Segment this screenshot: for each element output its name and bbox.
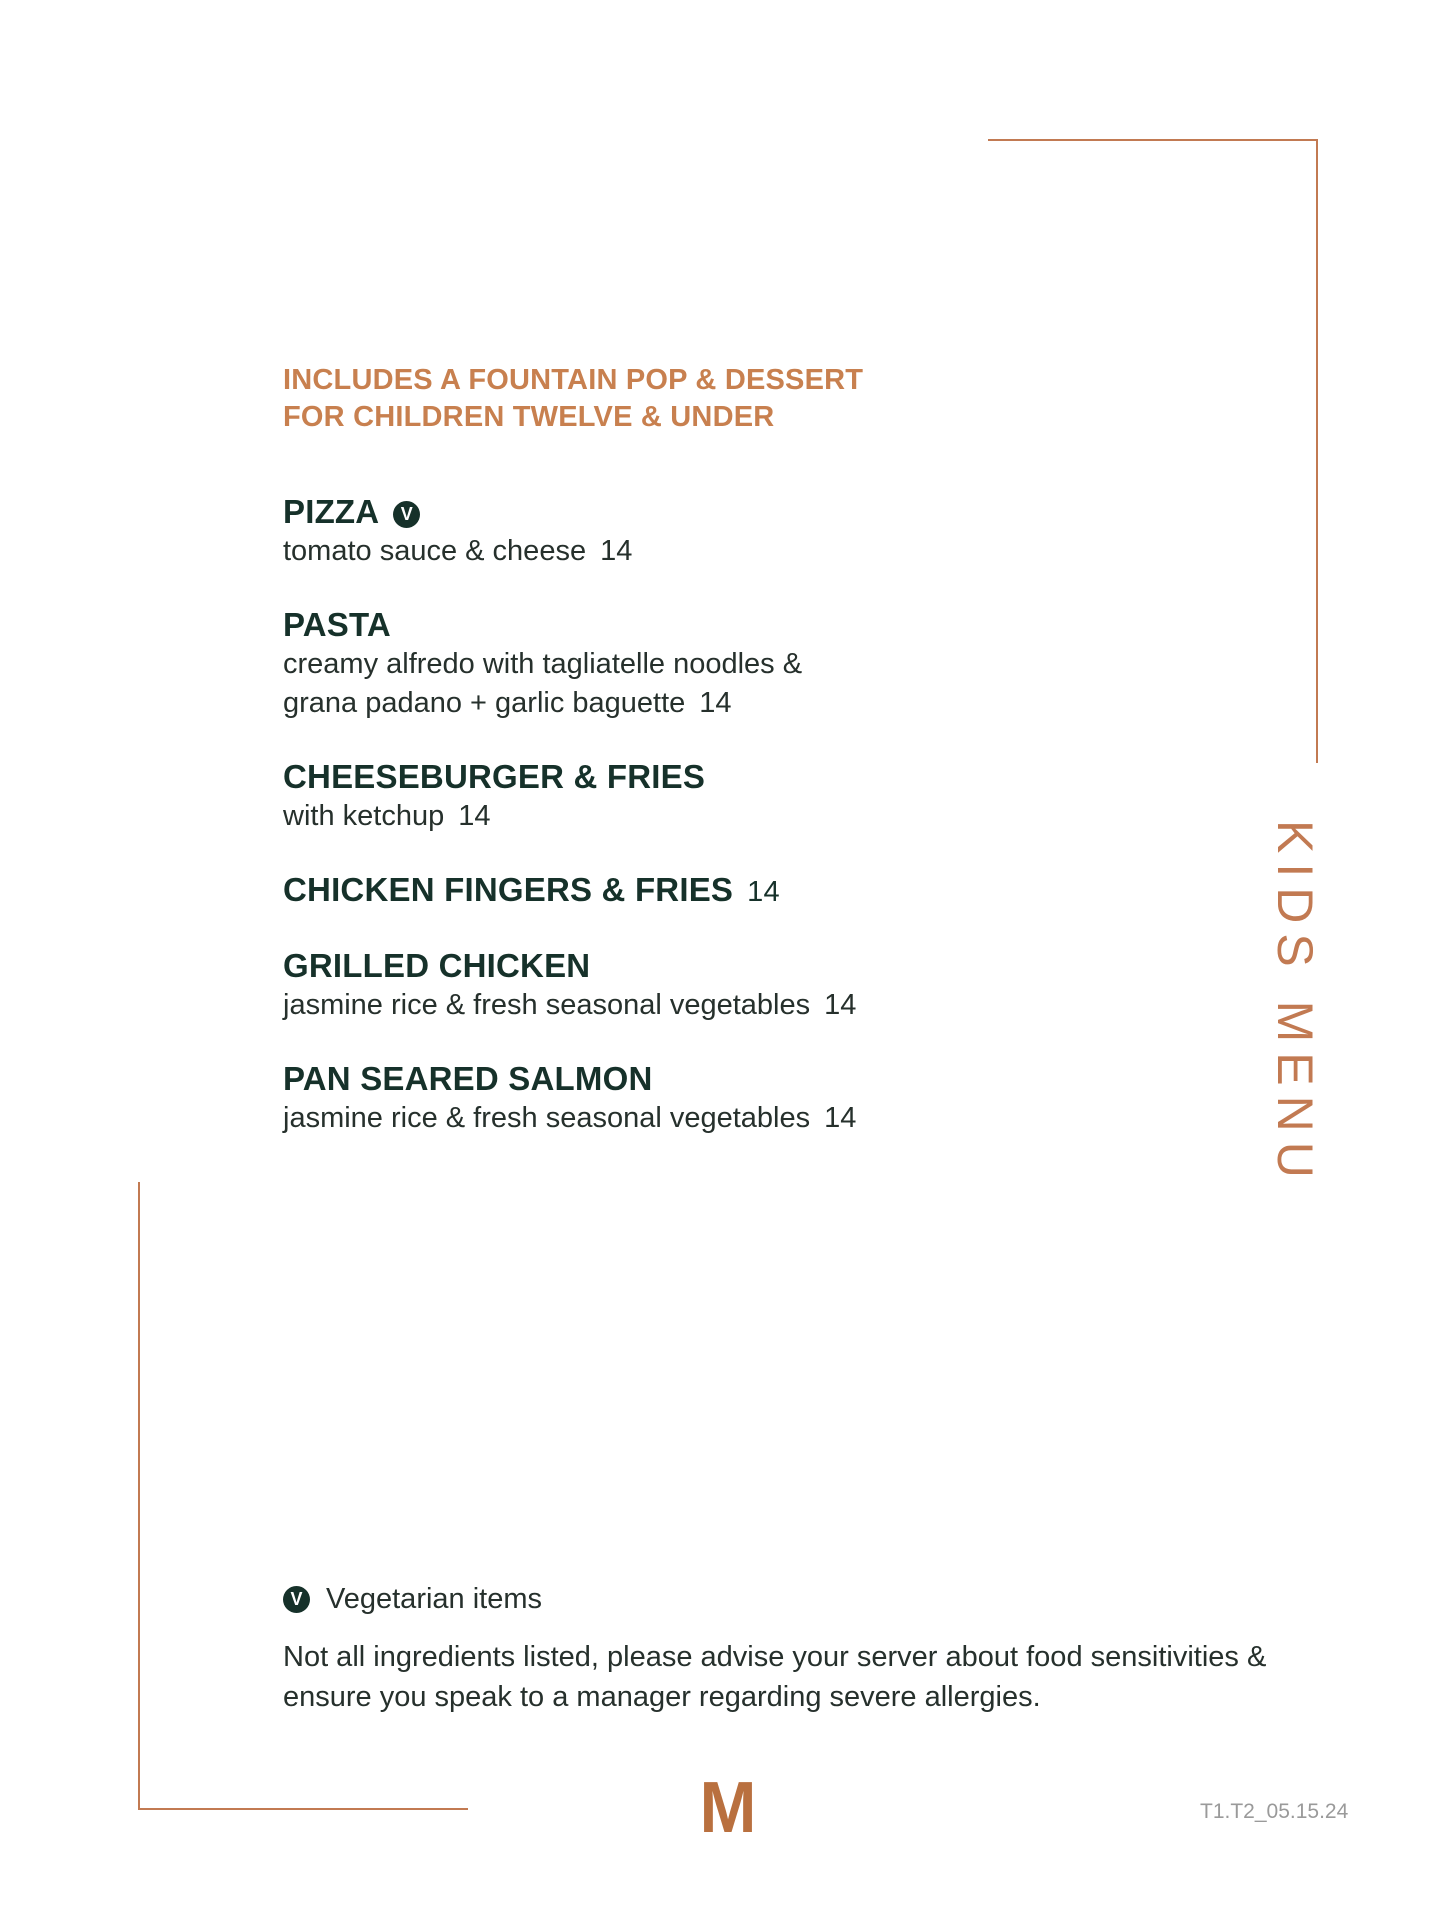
menu-items bbox=[283, 492, 983, 1172]
vegetarian-icon: V bbox=[393, 501, 420, 528]
item-price: 14 bbox=[824, 1102, 857, 1134]
vegetarian-legend bbox=[283, 1583, 542, 1616]
item-price: 14 bbox=[458, 800, 491, 832]
item-name: PIZZA bbox=[283, 493, 380, 530]
frame-line-top bbox=[988, 139, 1318, 141]
item-name: PASTA bbox=[283, 606, 391, 643]
item-price: 14 bbox=[600, 535, 633, 567]
menu-item-grilled-chicken bbox=[283, 946, 983, 1025]
menu-subtitle bbox=[283, 362, 863, 436]
item-name: CHEESEBURGER & FRIES bbox=[283, 758, 706, 795]
brand-logo: M bbox=[699, 1768, 757, 1848]
kids-menu-title: KIDS MENU bbox=[1267, 820, 1323, 1188]
menu-item-pasta bbox=[283, 605, 983, 723]
item-description: tomato sauce & cheese bbox=[283, 535, 587, 567]
menu-item-cheeseburger bbox=[283, 757, 983, 836]
item-price: 14 bbox=[699, 687, 732, 719]
allergy-note: Not all ingredients listed, please advise your server about food sensitivities & ensure you speak to a manager regarding severe allergies. bbox=[283, 1641, 1267, 1713]
item-description: jasmine rice & fresh seasonal vegetables bbox=[283, 1102, 811, 1134]
menu-item-chicken-fingers bbox=[283, 870, 983, 912]
frame-line-left bbox=[138, 1182, 140, 1810]
item-price: 14 bbox=[747, 876, 780, 908]
menu-item-pizza bbox=[283, 492, 983, 571]
frame-line-right bbox=[1316, 139, 1318, 763]
subtitle-line-1: INCLUDES A FOUNTAIN POP & DESSERT bbox=[283, 364, 864, 396]
item-description: with ketchup bbox=[283, 800, 445, 832]
legend-label: Vegetarian items bbox=[326, 1583, 543, 1615]
document-code: T1.T2_05.15.24 bbox=[1200, 1800, 1349, 1823]
item-name: CHICKEN FINGERS & FRIES bbox=[283, 871, 734, 908]
subtitle-line-2: FOR CHILDREN TWELVE & UNDER bbox=[283, 401, 775, 433]
vegetarian-icon: V bbox=[283, 1586, 310, 1613]
item-price: 14 bbox=[824, 989, 857, 1021]
item-name: PAN SEARED SALMON bbox=[283, 1060, 653, 1097]
item-description: jasmine rice & fresh seasonal vegetables bbox=[283, 989, 811, 1021]
item-description: creamy alfredo with tagliatelle noodles & grana padano + garlic baguette bbox=[283, 648, 803, 719]
frame-line-bottom bbox=[138, 1808, 468, 1810]
item-name: GRILLED CHICKEN bbox=[283, 947, 591, 984]
menu-item-salmon bbox=[283, 1059, 983, 1138]
